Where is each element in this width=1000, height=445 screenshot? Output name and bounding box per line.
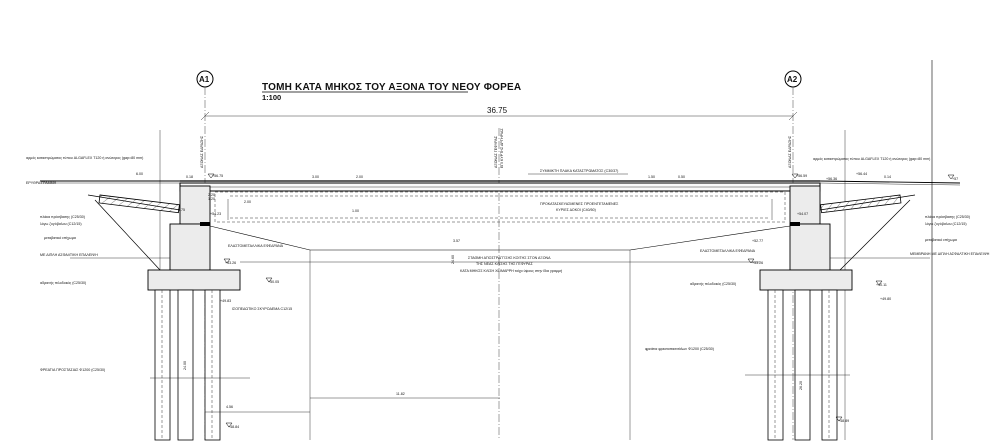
centerline-note-1: ΣΤΑΘΜΗ ΑΠΟΣΤΡΑΓΓΙΣΗΣ ΚΟΙΤΗΣ ΣΤΟΝ ΑΞΟΝΑ xyxy=(468,256,551,260)
dim-d24: 1.50 xyxy=(648,175,655,179)
dim-d25: 0.50 xyxy=(678,175,685,179)
bridge-axis-label-2: ΕΠΙ ΚΥΡΤΗΣ ΑΡΤΗΡΙΑΣ xyxy=(500,128,504,168)
piles-right-label: φρεάτια φρεατοπασσάλων Φ1200 (C25/30) xyxy=(645,347,714,351)
piles-right xyxy=(768,290,837,440)
axis-marker-a1 xyxy=(197,71,213,87)
existing-road-label: ΕΡΥΘΡΑ ΓΡΑΜΜΗ xyxy=(26,181,57,185)
dim-d26: +56.36 xyxy=(826,177,838,181)
bearing-right-label: ΕΛΑΣΤΟΜΕΤΑΛΛΙΚΑ ΕΦΕΔΡΑΝΑ xyxy=(700,249,756,253)
main-beams-label: ΚΥΡΙΕΣ ΔΟΚΟΙ (C40/50) xyxy=(556,208,596,212)
approach-slab-right-label: πλάκα πρόσβασης (C25/30) xyxy=(925,215,970,219)
dim-d8: 1.20 xyxy=(208,197,215,201)
dim-d3: 0.18 xyxy=(186,175,193,179)
dim-d33: +40.11 xyxy=(876,283,887,287)
dim-d19: +48.84 xyxy=(228,425,240,429)
dim-d20: +48.89 xyxy=(838,419,850,423)
dim-d7: +54.23 xyxy=(210,212,222,216)
dim-d32: 24.60 xyxy=(451,255,455,264)
dim-d29: 26.20 xyxy=(799,381,803,390)
level-right-label: ΜΕΜΒΡΑΝΗ ΜΕ ΔΙΠΛΗ ΑΣΦΑΛΤΙΚΗ ΕΠΑΛΕΙΨΗ xyxy=(910,252,990,256)
overall-dimension xyxy=(201,106,797,120)
dim-d4: 2.20 xyxy=(208,193,215,197)
dim-d1: +56.75 xyxy=(212,174,224,178)
backfill-left-label: μεταβατικό επίχωμα xyxy=(44,236,76,240)
dim-d23: 2.00 xyxy=(356,175,363,179)
dim-d5: 2.00 xyxy=(244,200,251,204)
bearing-left-label: ΕΛΑΣΤΟΜΕΤΑΛΛΙΚΑ ΕΦΕΔΡΑΝΑ xyxy=(228,244,284,248)
level-left-label: ΜΕ ΔΙΠΛΗ ΑΣΦΑΛΤΙΚΗ ΕΠΑΛΕΙΨΗ xyxy=(40,253,98,257)
dim-d27: 0.14 xyxy=(884,175,891,179)
dim-d18: 11.82 xyxy=(396,392,405,396)
approach-slab-right-label-2: λόγω ζυγόβαλου (C12/15) xyxy=(925,222,967,226)
dim-d6: 0.75 xyxy=(178,208,185,212)
drawing-title: ΤΟΜΗ ΚΑΤΑ ΜΗΚΟΣ ΤΟΥ ΑΞΟΝΑ ΤΟΥ ΝΕΟΥ ΦΟΡΕΑ xyxy=(262,82,522,93)
precast-girder xyxy=(215,192,785,222)
drawing-scale: 1:100 xyxy=(262,93,282,102)
centerline-note-2: ΤΗΣ ΝΕΑΣ ΚΛΙΣΗΣ ΤΗΣ ΓΕΦΥΡΑΣ xyxy=(476,262,533,266)
dim-d28: +56.44 xyxy=(856,172,868,176)
dim-d11: +53.26 xyxy=(225,261,237,265)
bearing-axis-right-label: ΑΞΟΝΑΣ ΕΔΡΑΣΗΣ xyxy=(788,135,792,168)
abutment-left xyxy=(70,186,240,290)
dim-d22: 3.00 xyxy=(312,175,319,179)
deck-slab-label: ΣΥΜΜΙΚΤΗ ΠΛΑΚΑ ΚΑΤΑΣΤΡΩΜΑΤΟΣ (C30/37) xyxy=(540,169,619,173)
overall-length-label: 36.75 xyxy=(487,106,508,115)
piles-left xyxy=(155,290,220,440)
backfill-right-label: μεταβατικό επίχωμα xyxy=(925,238,957,242)
dim-d10: +54.07 xyxy=(797,212,809,216)
bearing-right xyxy=(790,222,800,226)
dim-d12: +53.26 xyxy=(752,261,764,265)
dim-d2: +56.59 xyxy=(796,174,808,178)
deck-slab xyxy=(180,183,820,191)
dim-d16: 24.00 xyxy=(183,361,187,370)
dim-d9: +52.77 xyxy=(752,239,764,243)
bearing-axis-left-label: ΑΞΟΝΑΣ ΕΔΡΑΣΗΣ xyxy=(200,135,204,168)
approach-slab-left-label: πλάκα πρόσβασης (C25/30) xyxy=(40,215,85,219)
axis-label-a1: A1 xyxy=(199,75,210,84)
dim-d17: 4.56 xyxy=(226,405,233,409)
bearing-left xyxy=(200,222,210,226)
bridge-axis-label: ΑΞΟΝΑΣ ΓΕΦΥΡΑΣ xyxy=(494,135,498,168)
joint-left-label: αρμός καταστρώματος τύπου ALGAFLEX T120 ή ανώτερος (gap=80 mm) xyxy=(26,156,144,160)
piles-left-label: ΦΡΕΑΤΙΑ ΠΡΟΣΤΑΣΙΑΣ Φ1200 (C25/30) xyxy=(40,368,106,372)
pile-cap-right-label: αδρανής πιλοδοκός (C25/30) xyxy=(690,282,737,286)
dim-d14: +50.05 xyxy=(268,280,280,284)
dim-d15: +49.80 xyxy=(880,297,892,301)
joint-right-label: αρμός καταστρώματος τύπου ALGAFLEX T120 ή ανώτερος (gap=80 mm) xyxy=(813,157,931,161)
dim-d30: 3.57 xyxy=(453,239,460,243)
dim-d34: +57 xyxy=(952,177,959,181)
longitudinal-note: ΚΑΤΑ ΜΗΚΟΣ ΚΛΙΣΗ ΧΕΙΜΑΡΡΗ τοίχο ύψους στην ίδια γραμμή xyxy=(460,269,563,273)
blinding-label: ΙΣΟΠΕΔΩΤΙΚΟ ΣΚΥΡΟΔΕΜΑ C12/15 xyxy=(232,307,293,311)
axis-marker-a2 xyxy=(785,71,801,87)
dim-d31: 1.00 xyxy=(352,209,359,213)
pile-cap-left-label: αδρανής πιλοδοκός (C25/30) xyxy=(40,281,87,285)
approach-slab-left-label-2: λόγω ζυγόβαλου (C12/15) xyxy=(40,222,82,226)
dim-d13: +49.83 xyxy=(220,299,232,303)
dim-d21: 6.00 xyxy=(136,172,143,176)
precast-beams-label: ΠΡΟΚΑΤΑΣΚΕΥΑΣΜΕΝΕΣ ΠΡΟΕΝΤΕΤΑΜΕΝΕΣ xyxy=(540,202,619,206)
axis-label-a2: A2 xyxy=(787,75,798,84)
